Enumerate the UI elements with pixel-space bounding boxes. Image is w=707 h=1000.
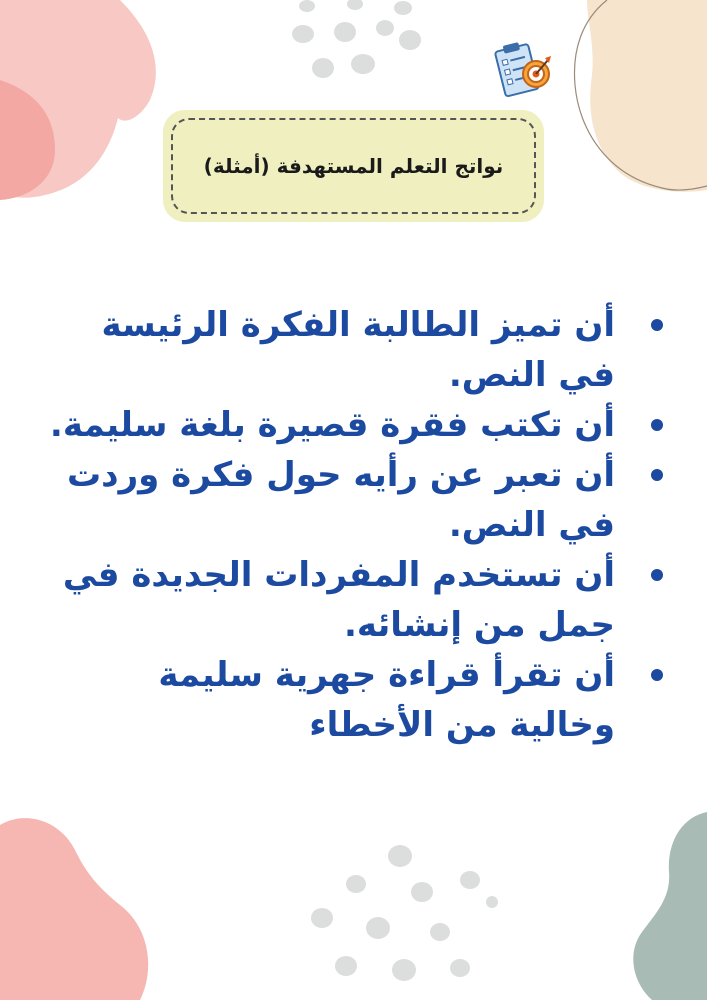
title-box (163, 110, 544, 222)
sage-blob-bottom-right (627, 812, 707, 1000)
list-item (43, 550, 663, 650)
bullet-icon (651, 569, 663, 581)
title-dashed-frame (171, 118, 536, 214)
list-item-text: أن تميز الطالبة الفكرة الرئيسة في النص. (101, 305, 615, 395)
list-item-text: أن تستخدم المفردات الجديدة في جمل من إنشائه. (62, 555, 615, 645)
outcomes-list (43, 300, 663, 750)
list-item-text: أن تعبر عن رأيه حول فكرة وردت في النص. (66, 455, 615, 545)
list-item (43, 300, 663, 400)
list-item-text: أن تكتب فقرة قصيرة بلغة سليمة. (49, 405, 615, 445)
pink-blob-top-left (0, 0, 180, 210)
bullet-icon (651, 419, 663, 431)
list-item (43, 450, 663, 550)
clipboard-target-icon (492, 38, 554, 100)
peach-blob-top-right (567, 0, 707, 200)
bullet-icon (651, 319, 663, 331)
dots-cluster-top (285, 0, 435, 95)
list-item-text: أن تقرأ قراءة جهرية سليمة وخالية من الأخطاء (158, 655, 615, 745)
list-item (43, 400, 663, 450)
page-title: نواتج التعلم المستهدفة (أمثلة) (203, 154, 504, 178)
bullet-icon (651, 669, 663, 681)
list-item (43, 650, 663, 750)
dots-cluster-bottom (300, 840, 510, 1000)
pink-blob-bottom-left (0, 810, 160, 1000)
bullet-icon (651, 469, 663, 481)
